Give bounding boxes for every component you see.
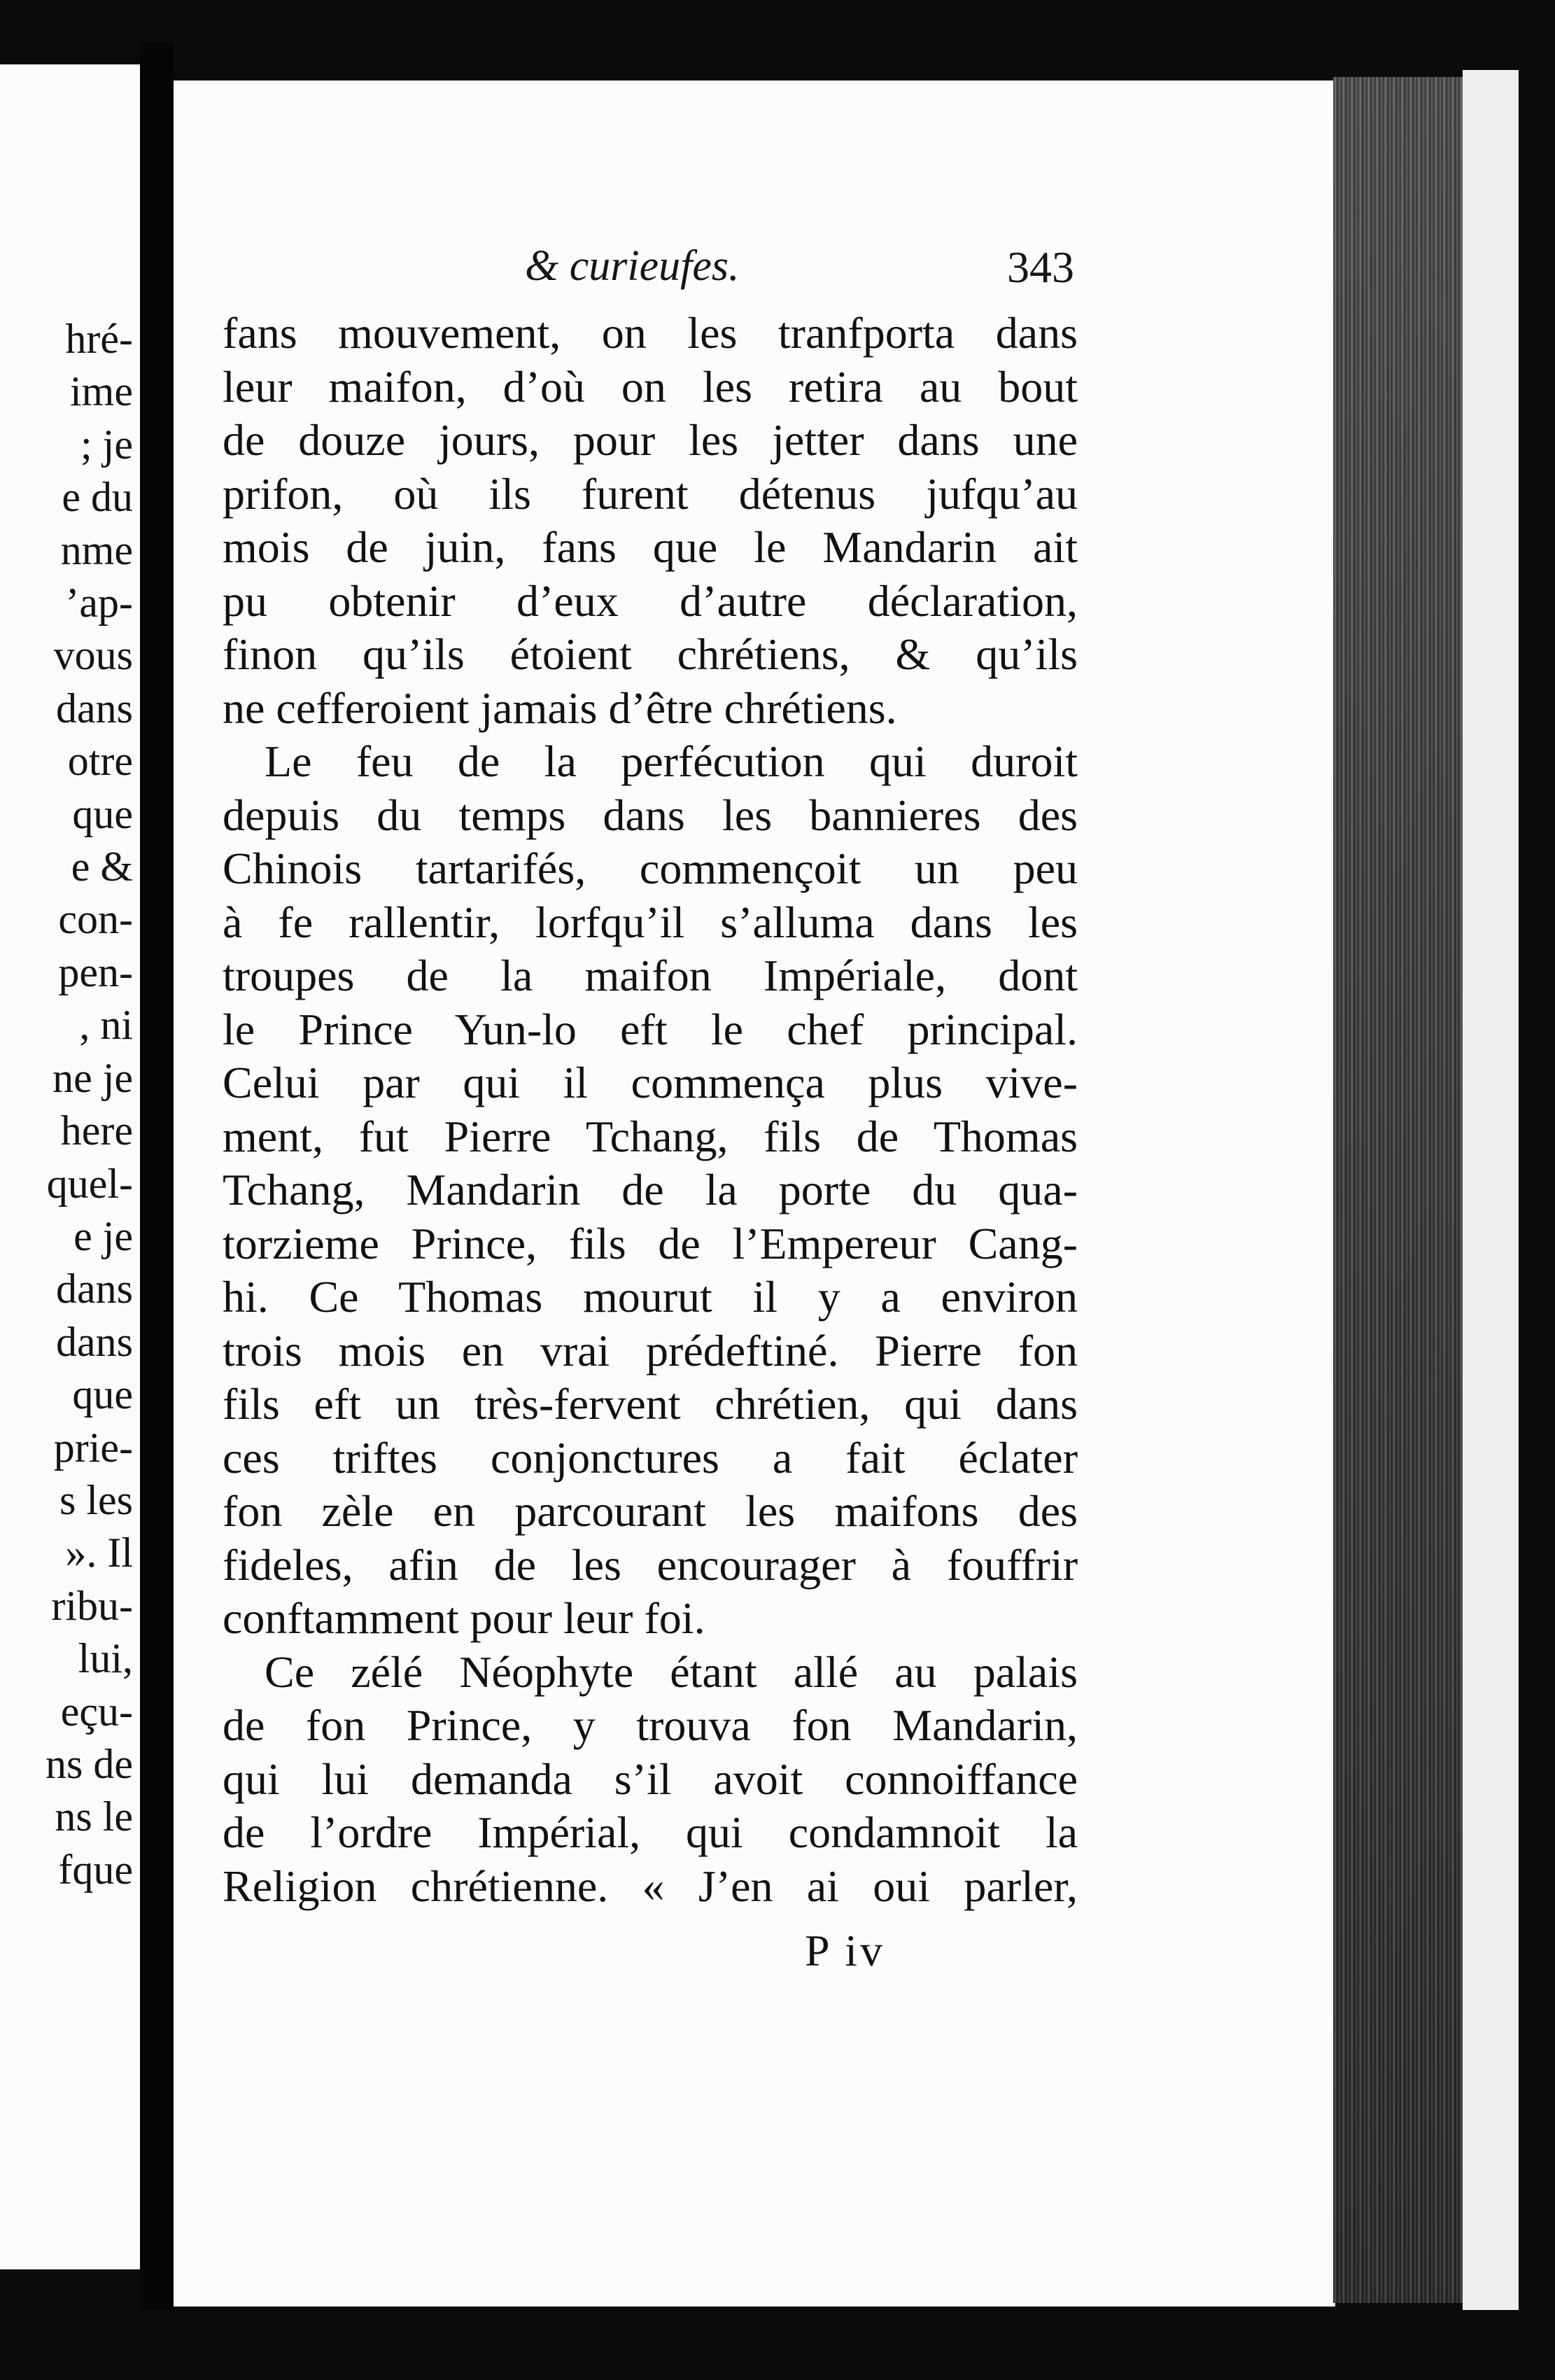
left-page-line: ». Il (65, 1530, 133, 1576)
text-line: finon qu’ils étoient chrétiens, & qu’ils (223, 629, 1078, 679)
text-line: depuis du temps dans les bannieres des (223, 790, 1078, 840)
text-line: troupes de la maifon Impériale, dont (223, 951, 1078, 1000)
left-page-line: ; je (80, 421, 133, 468)
left-page-line: ns de (45, 1740, 133, 1787)
left-page-line: ns le (55, 1793, 133, 1840)
text-line: fon zèle en parcourant les maifons des (223, 1486, 1078, 1536)
running-head-title: & curieufes. (525, 242, 740, 290)
left-page-line: hré- (65, 316, 133, 362)
left-page-line: pen- (58, 948, 133, 995)
body-text (223, 307, 1078, 1913)
left-page-line: que (72, 1371, 133, 1418)
page-number: 343 (1007, 242, 1074, 292)
left-page-line: ’ap- (65, 580, 133, 626)
text-line: de fon Prince, y trouva fon Mandarin, (223, 1700, 1078, 1750)
text-line: conftamment pour leur foi. (223, 1593, 705, 1643)
left-page-line: nme (60, 526, 133, 573)
left-page-line: e du (62, 474, 133, 521)
text-line: torzieme Prince, fils de l’Empereur Cang- (223, 1218, 1078, 1268)
left-page-line-endings (45, 313, 133, 1896)
left-page-line: , ni (79, 1002, 133, 1049)
left-page-line: lui, (78, 1635, 133, 1682)
text-line: ment, fut Pierre Tchang, fils de Thomas (223, 1111, 1078, 1161)
signature-mark: P iv (805, 1926, 885, 1975)
text-line: fideles, afin de les encourager à fouffrir (223, 1539, 1078, 1590)
left-page-line: e je (73, 1212, 133, 1259)
text-line: qui lui demanda s’il avoit connoiffance (223, 1754, 1078, 1804)
text-line: le Prince Yun-lo eft le chef principal. (223, 1004, 1078, 1054)
back-cover-edge (1463, 70, 1519, 2310)
left-page-line: ribu- (51, 1582, 133, 1629)
book-gutter (140, 42, 174, 2310)
left-page-line: quel- (46, 1160, 133, 1207)
text-line: Le feu de la perfécution qui duroit (265, 736, 1078, 786)
text-line: de l’ordre Impérial, qui condamnoit la (223, 1807, 1078, 1857)
text-line: trois mois en vrai prédeftiné. Pierre fon (223, 1325, 1078, 1376)
text-line: hi. Ce Thomas mourut il y a environ (223, 1272, 1078, 1322)
left-page-line: s les (59, 1476, 133, 1523)
text-line: Ce zélé Néophyte étant allé au palais (265, 1646, 1078, 1697)
left-page-line: otre (67, 738, 133, 785)
running-head (224, 241, 1074, 304)
left-page-line: vous (53, 632, 133, 679)
text-line: pu obtenir d’eux d’autre déclaration, (223, 575, 1078, 626)
text-line: à fe rallentir, lorfqu’il s’alluma dans les (223, 897, 1078, 947)
text-line: ces triftes conjonctures a fait éclater (223, 1432, 1078, 1483)
left-page-line: here (60, 1107, 133, 1154)
text-line: mois de juin, fans que le Mandarin ait (223, 522, 1078, 572)
left-page-line: ne je (52, 1054, 133, 1101)
text-line: Religion chrétienne. « J’en ai oui parler, (223, 1861, 1078, 1911)
left-page-line: e & (71, 844, 133, 890)
text-line: leur maifon, d’où on les retira au bout (223, 361, 1078, 412)
left-page-line: que (72, 790, 133, 837)
text-line: Chinois tartarifés, commençoit un peu (223, 844, 1078, 893)
text-line: prifon, où ils furent détenus jufqu’au (223, 468, 1078, 519)
left-page-line: eçu- (60, 1688, 133, 1735)
text-line: fans mouvement, on les tranfporta dans (223, 308, 1078, 358)
left-page-line: dans (56, 1266, 133, 1312)
text-line: ne cefferoient jamais d’être chrétiens. (223, 682, 897, 733)
left-page-fragment (0, 64, 140, 2269)
left-page-line: con- (58, 896, 133, 943)
left-page-line: dans (56, 1318, 133, 1365)
left-page-line: dans (56, 685, 133, 732)
left-page-line: prie- (53, 1424, 133, 1471)
text-line: Celui par qui il commença plus vive- (223, 1058, 1078, 1107)
page-edges (1333, 77, 1463, 2303)
text-line: fils eft un très-fervent chrétien, qui dans (223, 1379, 1078, 1429)
left-page-line: fque (58, 1846, 133, 1893)
text-line: de douze jours, pour les jetter dans une (223, 415, 1078, 465)
text-line: Tchang, Mandarin de la porte du qua- (223, 1165, 1078, 1214)
left-page-line: ime (70, 368, 133, 415)
